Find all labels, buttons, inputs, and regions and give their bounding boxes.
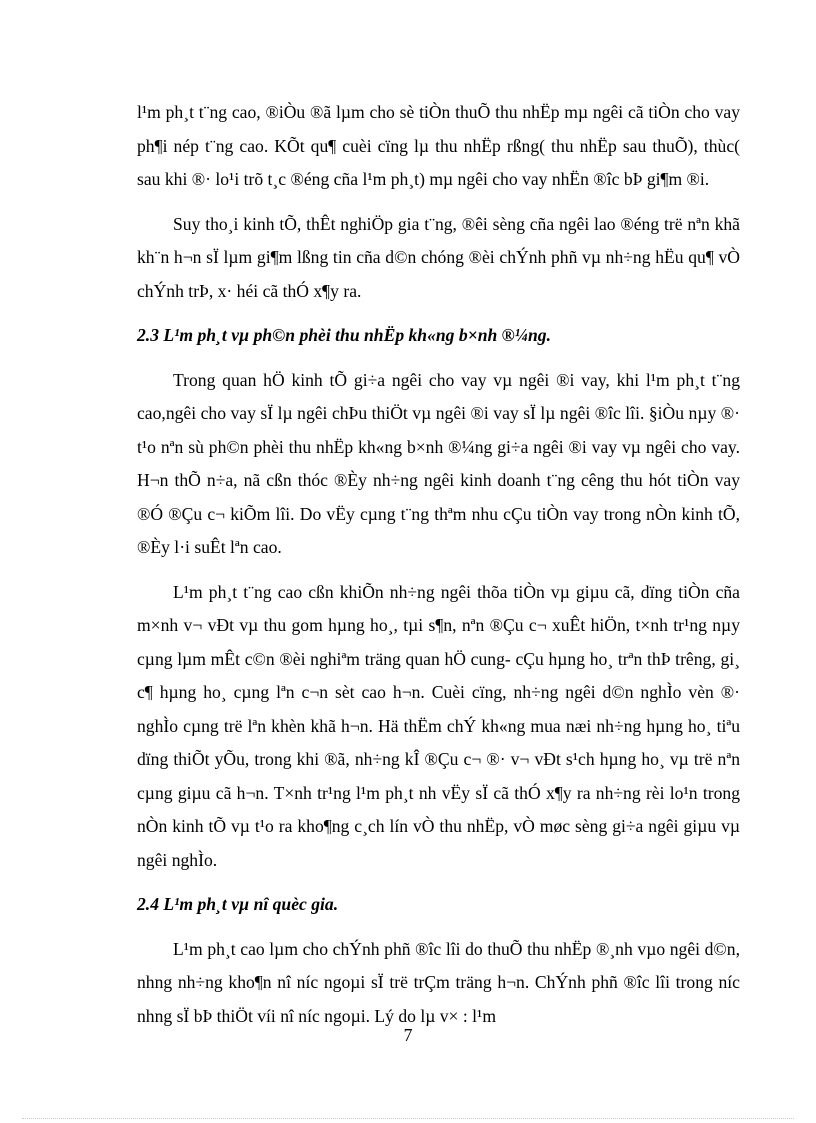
paragraph: L¹m ph¸t t¨ng cao cßn khiÕn nh÷ng ngêi thõa tiÒn vµ giµu cã, dïng tiÒn cña m×nh v¬ vÐt vµ thu gom hµng ho¸, tµi s¶n, nªn ®Çu c¬ xuÊt hiÖn, t×nh tr¹ng nµy cµng lµm mÊt c©n ®èi nghiªm träng quan hÖ cung- cÇu hµng ho¸ trªn thÞ trêng, gi¸ c¶ hµng ho¸ cµng lªn c¬n sèt cao h¬n. Cuèi cïng, nh÷ng ngêi d©n nghÌo vèn ®· nghÌo cµng trë lªn khèn khã h¬n. Hä thËm chÝ kh«ng mua næi nh÷ng hµng ho¸ tiªu dïng thiÕt yÕu, trong khi ®ã, nh÷ng kÎ ®Çu c¬ ®· v¬ vÐt s¹ch hµng ho¸ vµ trë nªn cµng giµu cã h¬n. T×nh tr¹ng l¹m ph¸t nh vËy sÏ cã thÓ x¶y ra nh÷ng rèi lo¹n trong nÒn kinh tÕ vµ t¹o ra kho¶ng c¸ch lín vÒ thu nhËp, vÒ møc sèng gi÷a ngêi giµu vµ ngêi nghÌo. [137,581,740,870]
paragraph: Trong quan hÖ kinh tÕ gi÷a ngêi cho vay vµ ngêi ®i vay, khi l¹m ph¸t t¨ng cao,ngêi cho vay sÏ lµ ngêi chÞu thiÖt vµ ngêi ®i vay sÏ lµ ngêi ®îc lîi. §iÒu nµy ®· t¹o nªn sù ph©n phèi thu nhËp kh«ng b×nh ®¼ng gi÷a ngêi ®i vay vµ ngêi cho vay. H¬n thÕ n÷a, nã cßn thóc ®Èy nh÷ng ngêi kinh doanh t¨ng cêng thu hót tiÒn vay ®Ó ®Çu c¬ kiÕm lîi. Do vËy cµng t¨ng thªm nhu cÇu tiÒn vay trong nÒn kinh tÕ, ®Èy l·i suÊt lªn cao. [137,369,740,557]
page-number: 7 [403,1025,413,1045]
paragraph: Suy tho¸i kinh tÕ, thÊt nghiÖp gia t¨ng, ®êi sèng cña ngêi lao ®éng trë nªn khã kh¨n h¬n sÏ lµm gi¶m lßng tin cña d©n chóng ®èi chÝnh phñ vµ nh÷ng hËu qu¶ vÒ chÝnh trÞ, x· héi cã thÓ x¶y ra. [137,213,740,301]
page-bottom-divider [22,1118,794,1119]
page-content [137,96,740,1044]
paragraph: L¹m ph¸t cao lµm cho chÝnh phñ ®îc lîi do thuÕ thu nhËp ®¸nh vµo ngêi d©n, nhng nh÷ng kho¶n nî níc ngoµi sÏ trë trÇm träng h¬n. ChÝnh phñ ®îc lîi trong níc nhng sÏ bÞ thiÖt víi nî níc ngoµi. Lý do lµ v× : l¹m [137,938,740,1026]
section-heading: 2.3 L¹m ph¸t vµ ph©n phèi thu nhËp kh«ng b×nh ®¼ng. [137,325,551,345]
paragraph: l¹m ph¸t t¨ng cao, ®iÒu ®ã lµm cho sè tiÒn thuÕ thu nhËp mµ ngêi cã tiÒn cho vay ph¶i nép t¨ng cao. KÕt qu¶ cuèi cïng lµ thu nhËp rßng( thu nhËp sau thuÕ), thùc( sau khi ®· lo¹i trõ t¸c ®éng cña l¹m ph¸t) mµ ngêi cho vay nhËn ®îc bÞ gi¶m ®i. [137,102,740,189]
section-heading: 2.4 L¹m ph¸t vµ nî quèc gia. [137,894,339,914]
